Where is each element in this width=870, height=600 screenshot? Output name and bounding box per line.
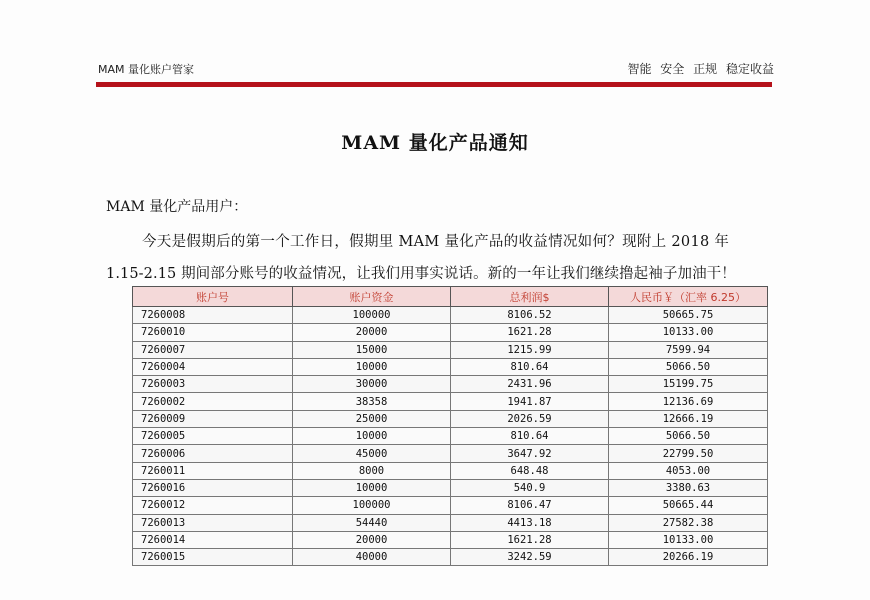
rmb-cell: 4053.00 — [609, 462, 768, 479]
table-row — [133, 479, 768, 496]
account-cell: 7260006 — [133, 445, 293, 462]
funds-cell: 100000 — [293, 497, 451, 514]
letterhead — [98, 60, 774, 80]
table-row — [133, 358, 768, 375]
account-cell: 7260013 — [133, 514, 293, 531]
profit-cell: 1621.28 — [451, 531, 609, 548]
funds-cell: 38358 — [293, 393, 451, 410]
profit-cell: 810.64 — [451, 428, 609, 445]
table-row — [133, 341, 768, 358]
slogan-item: 稳定收益 — [725, 62, 774, 76]
slogan-list — [622, 60, 774, 77]
table-row — [133, 428, 768, 445]
slogan-item: 安全 — [660, 62, 685, 76]
body-line-1: 今天是假期后的第一个工作日，假期里 MAM 量化产品的收益情况如何？现附上 2018 年 — [142, 234, 730, 250]
funds-cell: 10000 — [293, 428, 451, 445]
funds-cell: 25000 — [293, 410, 451, 427]
greeting: MAM 量化产品用户： — [106, 199, 248, 215]
account-cell: 7260012 — [133, 497, 293, 514]
table-row — [133, 514, 768, 531]
profit-cell: 8106.52 — [451, 307, 609, 324]
rmb-cell: 12136.69 — [609, 393, 768, 410]
rmb-cell: 10133.00 — [609, 531, 768, 548]
column-header-account: 账户号 — [133, 287, 293, 307]
body-line-2: 1.15-2.15 期间部分账号的收益情况，让我们用事实说话。新的一年让我们继续撸起袖子加油干！ — [106, 266, 736, 282]
account-cell: 7260008 — [133, 307, 293, 324]
rmb-cell: 27582.38 — [609, 514, 768, 531]
rmb-cell: 50665.75 — [609, 307, 768, 324]
rmb-cell: 7599.94 — [609, 341, 768, 358]
profit-cell: 4413.18 — [451, 514, 609, 531]
funds-cell: 10000 — [293, 358, 451, 375]
account-cell: 7260002 — [133, 393, 293, 410]
rmb-cell: 3380.63 — [609, 479, 768, 496]
funds-cell: 100000 — [293, 307, 451, 324]
header-divider — [96, 82, 772, 87]
profit-cell: 3242.59 — [451, 549, 609, 566]
account-cell: 7260011 — [133, 462, 293, 479]
account-cell: 7260004 — [133, 358, 293, 375]
account-cell: 7260005 — [133, 428, 293, 445]
account-cell: 7260010 — [133, 324, 293, 341]
table-row — [133, 497, 768, 514]
profit-cell: 2431.96 — [451, 376, 609, 393]
profit-cell: 8106.47 — [451, 497, 609, 514]
profit-cell: 1215.99 — [451, 341, 609, 358]
funds-cell: 30000 — [293, 376, 451, 393]
slogan-item: 智能 — [627, 62, 652, 76]
account-cell: 7260015 — [133, 549, 293, 566]
column-header-profit: 总利润$ — [451, 287, 609, 307]
account-cell: 7260016 — [133, 479, 293, 496]
table-row — [133, 307, 768, 324]
funds-cell: 15000 — [293, 341, 451, 358]
profit-cell: 3647.92 — [451, 445, 609, 462]
rmb-cell: 12666.19 — [609, 410, 768, 427]
table-row — [133, 531, 768, 548]
profit-cell: 1621.28 — [451, 324, 609, 341]
rmb-cell: 22799.50 — [609, 445, 768, 462]
rmb-cell: 50665.44 — [609, 497, 768, 514]
funds-cell: 20000 — [293, 324, 451, 341]
rmb-cell: 10133.00 — [609, 324, 768, 341]
rmb-cell: 5066.50 — [609, 428, 768, 445]
funds-cell: 45000 — [293, 445, 451, 462]
account-cell: 7260014 — [133, 531, 293, 548]
slogan-item: 正规 — [693, 62, 718, 76]
table-row — [133, 393, 768, 410]
rmb-cell: 20266.19 — [609, 549, 768, 566]
notice-title: MAM 量化产品通知 — [341, 132, 529, 154]
column-header-funds: 账户资金 — [293, 287, 451, 307]
table-row — [133, 410, 768, 427]
funds-cell: 8000 — [293, 462, 451, 479]
table-row — [133, 324, 768, 341]
brand-name: MAM 量化账户管家 — [98, 63, 195, 76]
funds-cell: 40000 — [293, 549, 451, 566]
column-header-rmb: 人民币￥（汇率 6.25） — [609, 287, 768, 307]
table-row — [133, 376, 768, 393]
account-cell: 7260003 — [133, 376, 293, 393]
account-cell: 7260007 — [133, 341, 293, 358]
funds-cell: 10000 — [293, 479, 451, 496]
account-cell: 7260009 — [133, 410, 293, 427]
funds-cell: 20000 — [293, 531, 451, 548]
profit-cell: 810.64 — [451, 358, 609, 375]
profit-cell: 1941.87 — [451, 393, 609, 410]
table-header-row — [133, 287, 768, 307]
rmb-cell: 15199.75 — [609, 376, 768, 393]
funds-cell: 54440 — [293, 514, 451, 531]
table-row — [133, 462, 768, 479]
profit-table — [132, 286, 768, 566]
profit-cell: 540.9 — [451, 479, 609, 496]
table-row — [133, 549, 768, 566]
profit-cell: 2026.59 — [451, 410, 609, 427]
table-row — [133, 445, 768, 462]
profit-cell: 648.48 — [451, 462, 609, 479]
table-body — [133, 307, 768, 566]
rmb-cell: 5066.50 — [609, 358, 768, 375]
